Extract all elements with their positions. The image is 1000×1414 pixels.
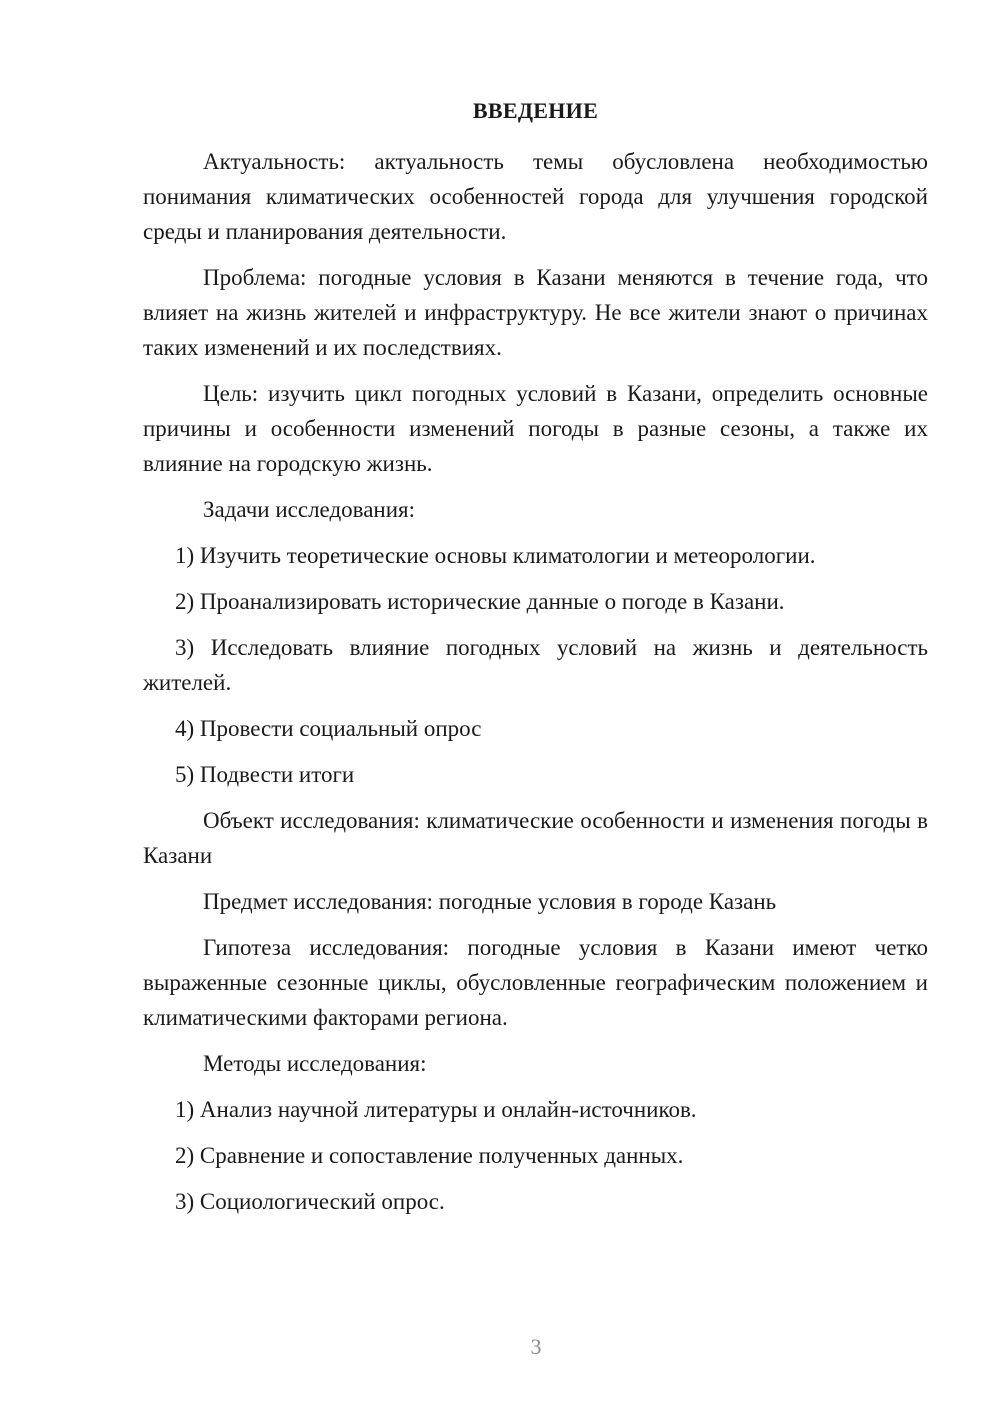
task-item: 3) Исследовать влияние погодных условий на жизнь и деятельность жителей. [143,635,928,695]
document-body [143,96,928,1230]
task-item: 5) Подвести итоги [175,762,355,787]
method-item: 3) Социологический опрос. [175,1189,445,1214]
tasks-heading: Задачи исследования: [203,497,416,522]
subject-paragraph: Предмет исследования: погодные условия в городе Казань [203,889,777,914]
task-item: 1) Изучить теоретические основы климатологии и метеорологии. [175,543,816,568]
method-item: 1) Анализ научной литературы и онлайн-источников. [175,1097,697,1122]
methods-heading: Методы исследования: [203,1051,427,1076]
task-item: 2) Проанализировать исторические данные о погоде в Казани. [175,589,785,614]
problem-paragraph: Проблема: погодные условия в Казани меняются в течение года, что влияет на жизнь жителей и инфраструктуру. Не все жители знают о причинах таких изменений и их последствиях. [143,265,928,360]
page-number: 3 [530,1334,542,1359]
method-item: 2) Сравнение и сопоставление полученных данных. [175,1143,684,1168]
relevance-paragraph: Актуальность: актуальность темы обусловлена необходимостью понимания климатических особенностей города для улучшения городской среды и планирования деятельности. [143,149,928,244]
goal-paragraph: Цель: изучить цикл погодных условий в Казани, определить основные причины и особенности изменений погоды в разные сезоны, а также их влияние на городскую жизнь. [143,381,928,476]
task-item: 4) Провести социальный опрос [175,716,482,741]
hypothesis-paragraph: Гипотеза исследования: погодные условия в Казани имеют четко выраженные сезонные циклы, обусловленные географическим положением и климатическими факторами региона. [143,935,928,1030]
object-paragraph: Объект исследования: климатические особенности и изменения погоды в Казани [143,808,928,868]
section-title: ВВЕДЕНИЕ [472,98,599,123]
